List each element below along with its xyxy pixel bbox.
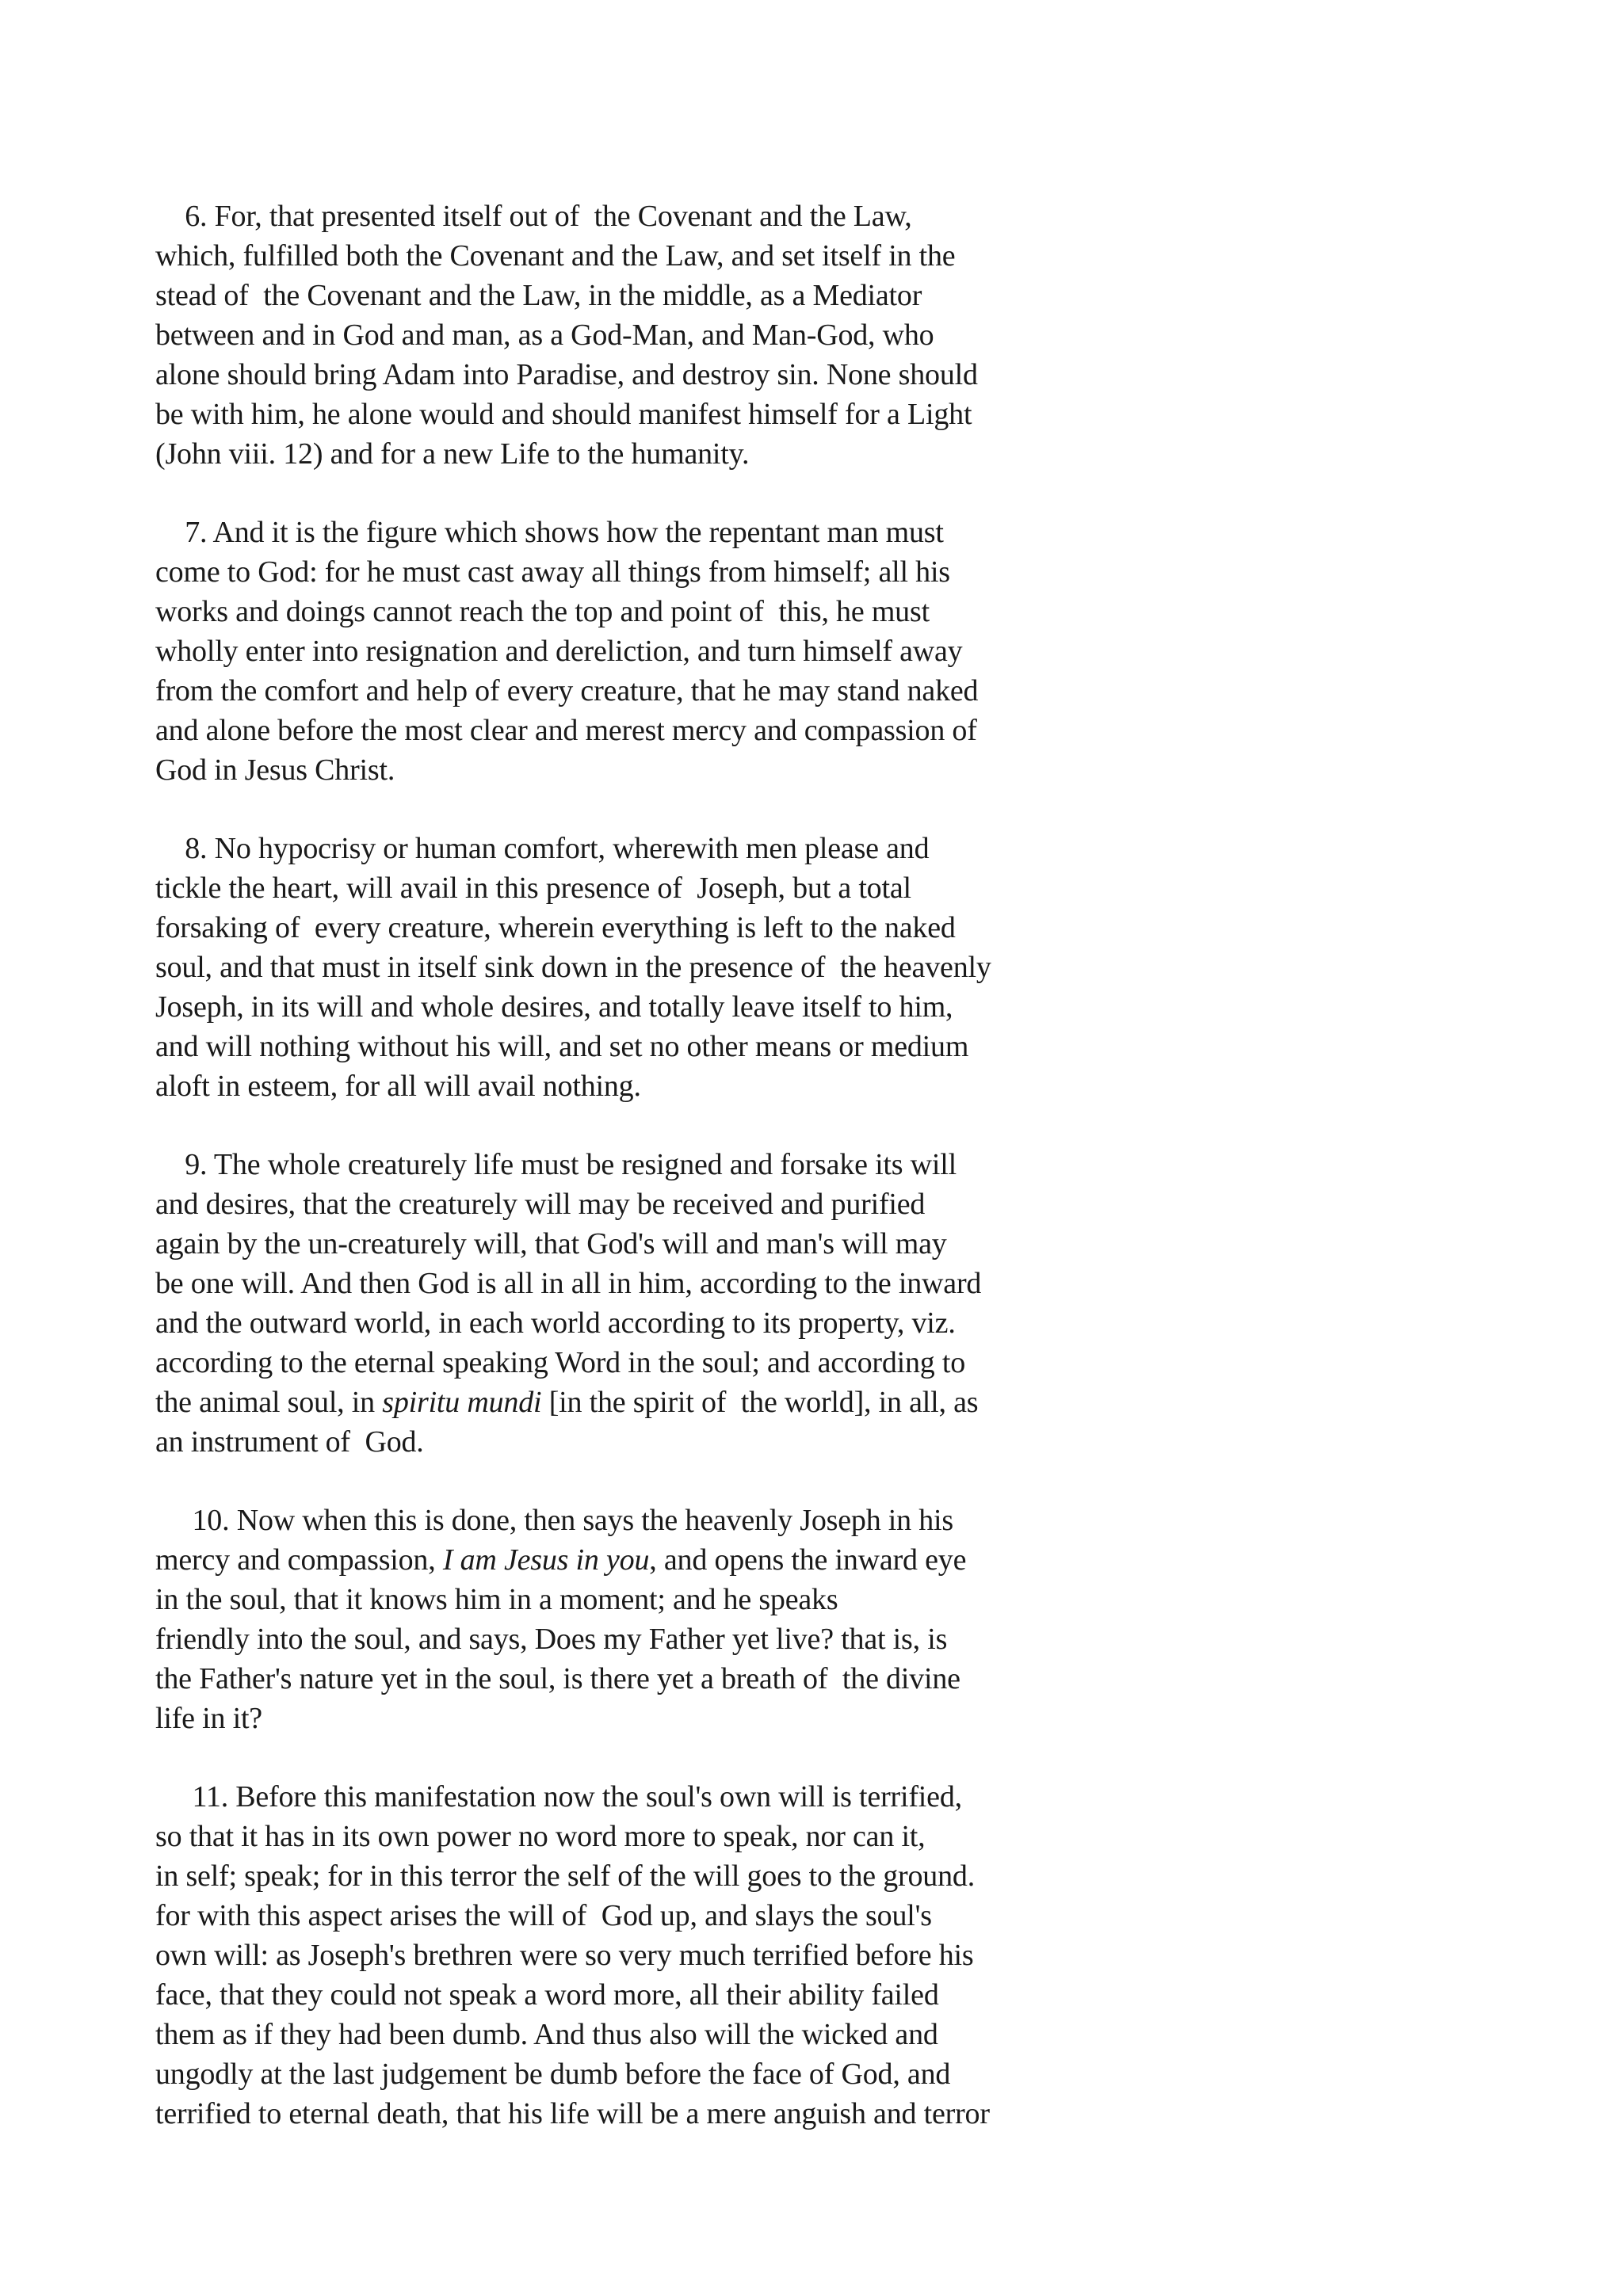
paragraph-6 bbox=[155, 196, 1106, 474]
paragraph-11 bbox=[155, 1777, 1106, 2134]
paragraph-10 bbox=[155, 1501, 1106, 1738]
text-line: and alone before the most clear and merest mercy and compassion of bbox=[155, 714, 977, 747]
text-line: again by the un-creaturely will, that God's will and man's will may bbox=[155, 1227, 947, 1261]
text-line: be with him, he alone would and should manifest himself for a Light bbox=[155, 398, 972, 431]
text-line bbox=[155, 1540, 1106, 1580]
text-line: stead of the Covenant and the Law, in the middle, as a Mediator bbox=[155, 279, 922, 312]
paragraph-8 bbox=[155, 829, 1106, 1106]
text-segment: the animal soul, in bbox=[155, 1386, 383, 1419]
text-line: 11. Before this manifestation now the soul's own will is terrified, bbox=[155, 1780, 962, 1814]
text-segment: mercy and compassion, bbox=[155, 1543, 443, 1577]
text-line: for with this aspect arises the will of God up, and slays the soul's bbox=[155, 1899, 932, 1932]
italic-phrase: spiritu mundi bbox=[382, 1386, 542, 1419]
text-segment: , and opens the inward eye bbox=[649, 1543, 967, 1577]
text-line: come to God: for he must cast away all things from himself; all his bbox=[155, 555, 950, 589]
text-line: tickle the heart, will avail in this presence of Joseph, but a total bbox=[155, 871, 911, 905]
text-line: alone should bring Adam into Paradise, and destroy sin. None should bbox=[155, 358, 978, 391]
text-line: according to the eternal speaking Word in the soul; and according to bbox=[155, 1346, 966, 1379]
text-line: ungodly at the last judgement be dumb before the face of God, and bbox=[155, 2058, 951, 2091]
text-line: aloft in esteem, for all will avail nothing. bbox=[155, 1070, 641, 1103]
text-line: Joseph, in its will and whole desires, and totally leave itself to him, bbox=[155, 990, 953, 1024]
document-page bbox=[155, 196, 1106, 2172]
text-line: own will: as Joseph's brethren were so very much terrified before his bbox=[155, 1939, 974, 1972]
text-line: 8. No hypocrisy or human comfort, wherewith men please and bbox=[155, 832, 930, 865]
text-line: an instrument of God. bbox=[155, 1425, 424, 1459]
paragraph-7 bbox=[155, 513, 1106, 790]
text-line: 7. And it is the figure which shows how the repentant man must bbox=[155, 516, 944, 549]
text-line bbox=[155, 1383, 1106, 1422]
text-line: in the soul, that it knows him in a moment; and he speaks bbox=[155, 1583, 838, 1616]
text-line: and desires, that the creaturely will may be received and purified bbox=[155, 1188, 926, 1221]
paragraph-9 bbox=[155, 1145, 1106, 1462]
text-line: between and in God and man, as a God-Man, and Man-God, who bbox=[155, 318, 934, 352]
text-line: God in Jesus Christ. bbox=[155, 753, 395, 787]
text-line: life in it? bbox=[155, 1702, 262, 1735]
text-segment: [in the spirit of the world], in all, as bbox=[541, 1386, 979, 1419]
text-line: terrified to eternal death, that his life will be a mere anguish and terror bbox=[155, 2097, 990, 2130]
text-line: wholly enter into resignation and dereliction, and turn himself away bbox=[155, 635, 963, 668]
italic-phrase: I am Jesus in you bbox=[442, 1543, 650, 1577]
text-line: the Father's nature yet in the soul, is there yet a breath of the divine bbox=[155, 1662, 960, 1695]
text-line: forsaking of every creature, wherein everything is left to the naked bbox=[155, 911, 956, 944]
text-line: friendly into the soul, and says, Does my Father yet live? that is, is bbox=[155, 1623, 948, 1656]
text-line: and will nothing without his will, and set no other means or medium bbox=[155, 1030, 969, 1063]
text-line: so that it has in its own power no word more to speak, nor can it, bbox=[155, 1820, 926, 1853]
text-line: 6. For, that presented itself out of the Covenant and the Law, bbox=[155, 200, 912, 233]
text-line: soul, and that must in itself sink down in the presence of the heavenly bbox=[155, 951, 991, 984]
text-line: be one will. And then God is all in all in him, according to the inward bbox=[155, 1267, 982, 1300]
text-line: and the outward world, in each world according to its property, viz. bbox=[155, 1306, 956, 1340]
text-line: in self; speak; for in this terror the self of the will goes to the ground. bbox=[155, 1859, 975, 1893]
text-line: face, that they could not speak a word more, all their ability failed bbox=[155, 1978, 939, 2012]
text-line: from the comfort and help of every creature, that he may stand naked bbox=[155, 674, 979, 707]
text-line: (John viii. 12) and for a new Life to the humanity. bbox=[155, 437, 750, 471]
text-line: which, fulfilled both the Covenant and the Law, and set itself in the bbox=[155, 239, 956, 273]
text-line: works and doings cannot reach the top and point of this, he must bbox=[155, 595, 930, 628]
text-line: 9. The whole creaturely life must be resigned and forsake its will bbox=[155, 1148, 957, 1181]
text-line: them as if they had been dumb. And thus also will the wicked and bbox=[155, 2018, 938, 2051]
text-line: 10. Now when this is done, then says the heavenly Joseph in his bbox=[155, 1504, 954, 1537]
